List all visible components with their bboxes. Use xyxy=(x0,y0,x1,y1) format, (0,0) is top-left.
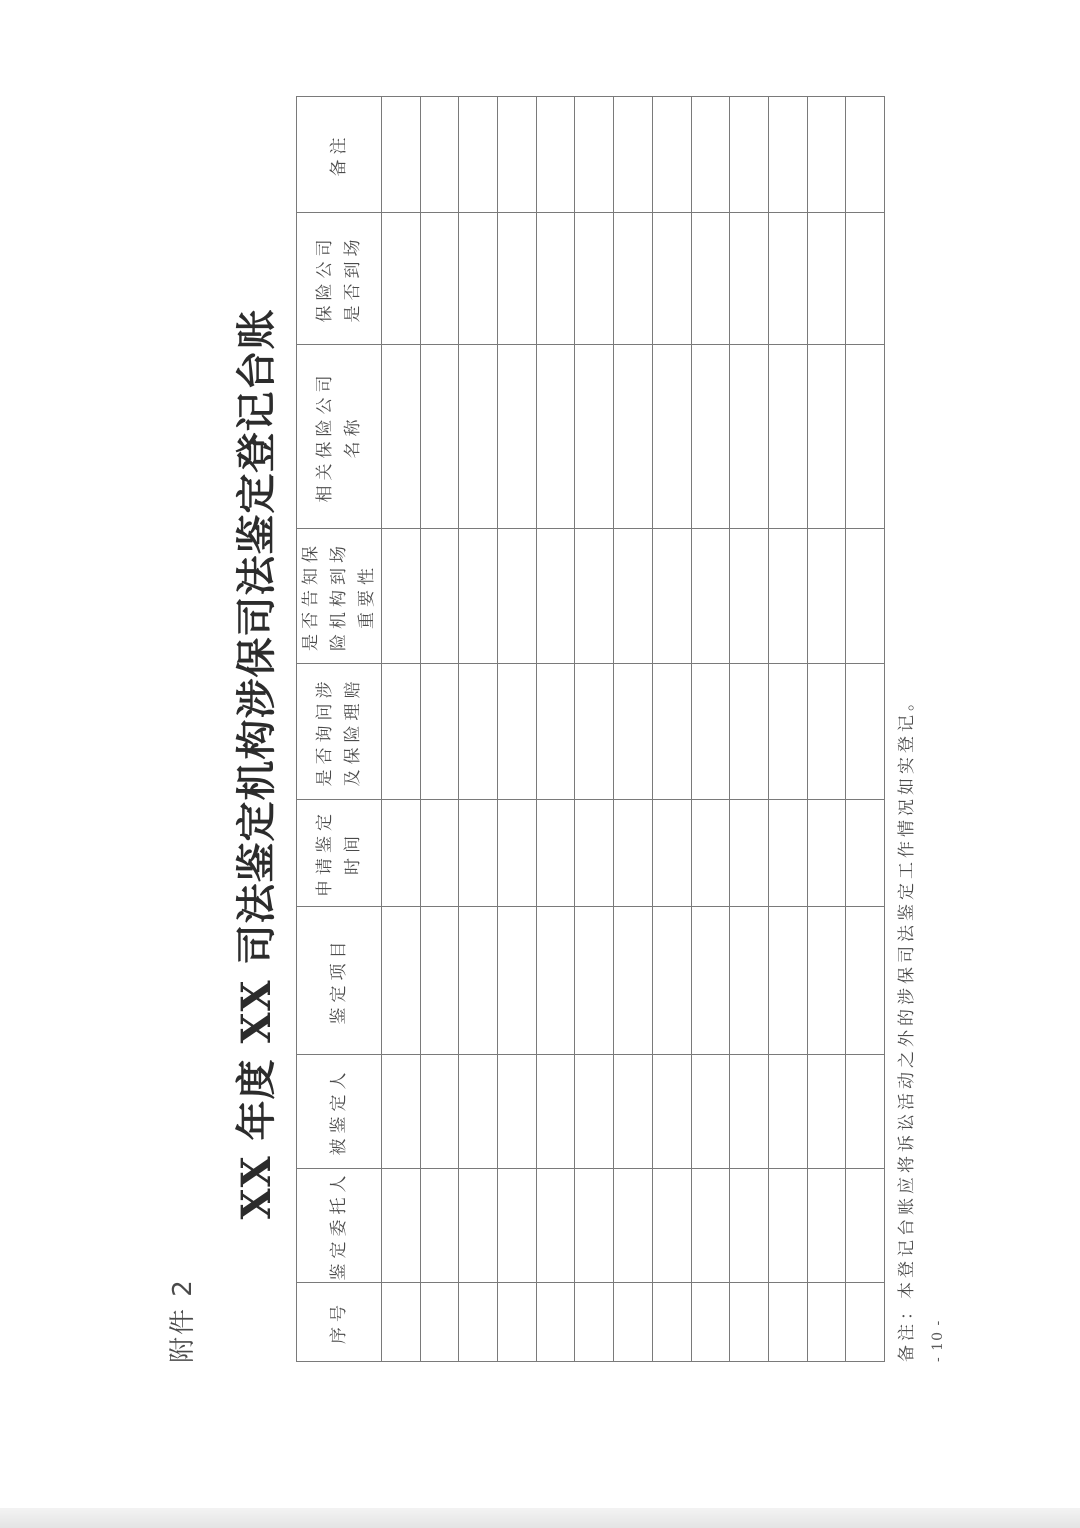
table-cell xyxy=(536,664,575,800)
table-cell xyxy=(459,1055,498,1169)
header-cell-insurer-name: 相关保险公司 名称 xyxy=(297,345,382,529)
table-cell xyxy=(652,1283,691,1362)
table-cell xyxy=(536,529,575,664)
table-cell xyxy=(768,800,807,907)
table-row xyxy=(652,97,691,1362)
table-cell xyxy=(652,213,691,345)
table-cell xyxy=(768,1283,807,1362)
table-cell xyxy=(807,907,846,1055)
table-cell xyxy=(846,907,885,1055)
table-cell xyxy=(614,1169,653,1283)
table-cell xyxy=(420,664,459,800)
table-cell xyxy=(730,664,769,800)
table-cell xyxy=(768,213,807,345)
table-cell xyxy=(575,529,614,664)
table-cell xyxy=(382,529,421,664)
table-cell xyxy=(459,800,498,907)
table-cell xyxy=(382,345,421,529)
table-cell xyxy=(691,664,730,800)
table-cell xyxy=(807,664,846,800)
table-cell xyxy=(807,1169,846,1283)
table-cell xyxy=(614,664,653,800)
header-cell-insurer-present: 保险公司 是否到场 xyxy=(297,213,382,345)
table-cell xyxy=(382,800,421,907)
table-cell xyxy=(768,1169,807,1283)
table-cell xyxy=(730,907,769,1055)
table-cell xyxy=(536,800,575,907)
table-cell xyxy=(575,907,614,1055)
table-cell xyxy=(382,1055,421,1169)
table-cell xyxy=(691,97,730,213)
attachment-label: 附件 2 xyxy=(168,1278,198,1363)
table-cell xyxy=(768,664,807,800)
table-cell xyxy=(730,97,769,213)
table-cell xyxy=(498,907,537,1055)
table-cell xyxy=(459,664,498,800)
table-cell xyxy=(691,1283,730,1362)
table-cell xyxy=(846,213,885,345)
table-cell xyxy=(691,1169,730,1283)
table-cell xyxy=(498,529,537,664)
table-cell xyxy=(382,97,421,213)
table-row xyxy=(459,97,498,1362)
table-cell xyxy=(846,1169,885,1283)
table-cell xyxy=(768,1055,807,1169)
table-cell xyxy=(807,1055,846,1169)
table-row xyxy=(691,97,730,1362)
table-cell xyxy=(498,213,537,345)
table-cell xyxy=(420,97,459,213)
table-cell xyxy=(575,213,614,345)
header-cell-application-time: 申请鉴定 时间 xyxy=(297,800,382,907)
table-cell xyxy=(652,907,691,1055)
table-cell xyxy=(652,1055,691,1169)
table-cell xyxy=(614,345,653,529)
table-row xyxy=(614,97,653,1362)
table-cell xyxy=(768,345,807,529)
table-cell xyxy=(575,1283,614,1362)
table-row xyxy=(730,97,769,1362)
table-cell xyxy=(459,213,498,345)
table-cell xyxy=(536,97,575,213)
table-cell xyxy=(498,97,537,213)
table-cell xyxy=(536,345,575,529)
table-cell xyxy=(807,97,846,213)
table-cell xyxy=(807,213,846,345)
header-cell-client: 鉴定委托人 xyxy=(297,1169,382,1283)
table-row xyxy=(768,97,807,1362)
table-cell xyxy=(730,1055,769,1169)
table-cell xyxy=(846,529,885,664)
table-cell xyxy=(459,529,498,664)
ledger-table xyxy=(296,96,885,1362)
table-row xyxy=(807,97,846,1362)
table-cell xyxy=(846,800,885,907)
table-cell xyxy=(498,1283,537,1362)
table-cell xyxy=(614,1283,653,1362)
table-cell xyxy=(691,529,730,664)
table-cell xyxy=(730,800,769,907)
table-cell xyxy=(575,1055,614,1169)
table-cell xyxy=(652,97,691,213)
table-cell xyxy=(498,1169,537,1283)
table-cell xyxy=(382,907,421,1055)
header-cell-serial-number: 序号 xyxy=(297,1283,382,1362)
table-cell xyxy=(614,529,653,664)
table-cell xyxy=(575,800,614,907)
table-cell xyxy=(614,907,653,1055)
table-cell xyxy=(614,97,653,213)
table-cell xyxy=(459,97,498,213)
table-cell xyxy=(652,664,691,800)
header-cell-insurance-inquiry: 是否询问涉 及保险理赔 xyxy=(297,664,382,800)
table-cell xyxy=(420,345,459,529)
table-cell xyxy=(614,213,653,345)
table-header-row xyxy=(297,97,382,1362)
table-cell xyxy=(807,345,846,529)
table-cell xyxy=(652,800,691,907)
page-title: XX 年度 XX 司法鉴定机构涉保司法鉴定登记台账 xyxy=(233,308,280,1220)
table-cell xyxy=(382,1283,421,1362)
table-row xyxy=(846,97,885,1362)
footnote: 备注：本登记台账应将诉讼活动之外的涉保司法鉴定工作情况如实登记。 xyxy=(897,690,917,1362)
table-cell xyxy=(536,1055,575,1169)
table-cell xyxy=(730,1169,769,1283)
header-cell-appraised-person: 被鉴定人 xyxy=(297,1055,382,1169)
table-cell xyxy=(420,1169,459,1283)
table-cell xyxy=(691,213,730,345)
table-cell xyxy=(768,97,807,213)
header-cell-remarks: 备注 xyxy=(297,97,382,213)
table-cell xyxy=(846,1283,885,1362)
table-cell xyxy=(575,345,614,529)
table-cell xyxy=(536,213,575,345)
table-cell xyxy=(730,529,769,664)
table-row xyxy=(420,97,459,1362)
table-cell xyxy=(575,1169,614,1283)
table-cell xyxy=(691,345,730,529)
table-cell xyxy=(498,345,537,529)
table-cell xyxy=(846,1055,885,1169)
table-cell xyxy=(575,664,614,800)
table-cell xyxy=(730,213,769,345)
table-cell xyxy=(652,345,691,529)
table-cell xyxy=(420,907,459,1055)
table-row xyxy=(575,97,614,1362)
header-cell-appraisal-item: 鉴定项目 xyxy=(297,907,382,1055)
table-cell xyxy=(730,1283,769,1362)
table-cell xyxy=(807,529,846,664)
table-cell xyxy=(498,1055,537,1169)
table-cell xyxy=(420,213,459,345)
table-cell xyxy=(768,907,807,1055)
table-cell xyxy=(382,213,421,345)
table-cell xyxy=(498,664,537,800)
table-cell xyxy=(536,907,575,1055)
table-cell xyxy=(614,1055,653,1169)
table-cell xyxy=(846,345,885,529)
table-cell xyxy=(691,907,730,1055)
table-cell xyxy=(536,1283,575,1362)
table-cell xyxy=(807,800,846,907)
table-cell xyxy=(382,1169,421,1283)
table-row xyxy=(498,97,537,1362)
page-number: - 10 - xyxy=(930,1319,946,1362)
table-cell xyxy=(420,800,459,907)
table-cell xyxy=(846,664,885,800)
ledger-body xyxy=(382,97,885,1362)
table-cell xyxy=(652,1169,691,1283)
table-cell xyxy=(459,1283,498,1362)
table-cell xyxy=(498,800,537,907)
table-row xyxy=(382,97,421,1362)
table-cell xyxy=(691,800,730,907)
header-cell-notify-insurer: 是否告知保 险机构到场 重要性 xyxy=(297,529,382,664)
table-cell xyxy=(536,1169,575,1283)
table-cell xyxy=(652,529,691,664)
table-cell xyxy=(459,1169,498,1283)
table-cell xyxy=(807,1283,846,1362)
table-cell xyxy=(459,345,498,529)
table-cell xyxy=(382,664,421,800)
table-cell xyxy=(846,97,885,213)
table-cell xyxy=(575,97,614,213)
table-cell xyxy=(730,345,769,529)
table-cell xyxy=(768,529,807,664)
table-cell xyxy=(459,907,498,1055)
table-cell xyxy=(420,529,459,664)
table-cell xyxy=(420,1283,459,1362)
table-cell xyxy=(691,1055,730,1169)
table-row xyxy=(536,97,575,1362)
table-cell xyxy=(614,800,653,907)
table-cell xyxy=(420,1055,459,1169)
